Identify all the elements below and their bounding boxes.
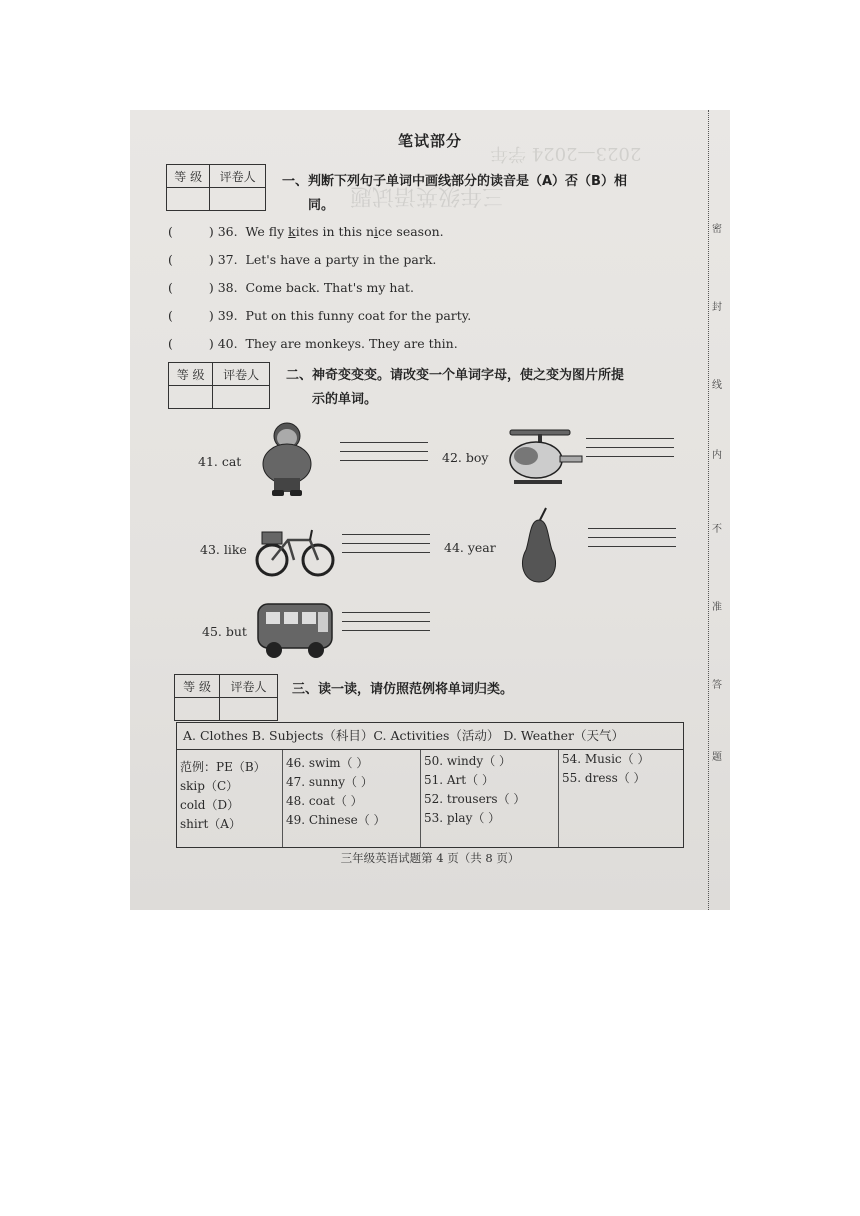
answer-lines-43[interactable] <box>342 534 430 564</box>
fat-man-icon <box>258 420 316 500</box>
grader-label: 评卷人 <box>220 675 278 698</box>
side-char: 线 <box>712 380 722 391</box>
question-40: ( ) 40. They are monkeys. They are thin. <box>168 336 458 351</box>
answer-lines-41[interactable] <box>340 442 428 472</box>
question-37: ( ) 37. Let's have a party in the park. <box>168 252 437 267</box>
side-char: 准 <box>712 602 722 613</box>
item-45-word: 45. but <box>202 624 247 639</box>
grade-box <box>174 674 278 721</box>
side-char: 内 <box>712 450 722 461</box>
item-42-word: 42. boy <box>442 450 489 465</box>
grader-label: 评卷人 <box>213 363 270 386</box>
column-50-53: 50. windy（ ） 51. Art（ ） 52. trousers（ ） 53. play（ ） <box>421 750 559 847</box>
side-char: 封 <box>712 302 722 313</box>
section1-heading: 一、判断下列句子单词中画线部分的读音是（A）否（B）相 同。 <box>282 174 627 213</box>
question-39: ( ) 39. Put on this funny coat for the party. <box>168 308 472 323</box>
grade-label: 等 级 <box>167 165 210 188</box>
bus-icon <box>256 598 336 660</box>
example-column: 范例：PE（B） skip（C） cold（D） shirt（A） <box>177 750 283 847</box>
question-38: ( ) 38. Come back. That's my hat. <box>168 280 414 295</box>
bleed-through-text: 三年级英语试题 <box>350 183 505 208</box>
page-title: 笔试部分 <box>397 132 462 150</box>
category-list: A. Clothes B. Subjects（科目）C. Activities（活动） D. Weather（天气） <box>177 723 683 750</box>
column-46-49: 46. swim（ ） 47. sunny（ ） 48. coat（ ） 49. Chinese（ ） <box>283 750 421 847</box>
answer-lines-42[interactable] <box>586 438 674 468</box>
column-54-55: 54. Music（ ） 55. dress（ ） <box>562 752 650 785</box>
grade-label: 等 级 <box>175 675 220 698</box>
answer-lines-44[interactable] <box>588 528 676 558</box>
classification-table <box>176 722 684 848</box>
item-44-word: 44. year <box>444 540 496 555</box>
bicycle-icon <box>254 522 336 578</box>
exam-page <box>130 110 730 910</box>
section3-heading: 三、读一读，请仿照范例将单词归类。 <box>292 682 514 697</box>
bleed-through-text: 2023—2024 学年 <box>490 143 642 164</box>
answer-lines-45[interactable] <box>342 612 430 642</box>
side-char: 题 <box>712 752 722 763</box>
page-footer: 三年级英语试题第 4 页（共 8 页） <box>340 851 520 865</box>
side-char: 不 <box>712 524 722 535</box>
grade-label: 等 级 <box>169 363 213 386</box>
pear-icon <box>512 506 566 584</box>
grade-box <box>168 362 270 409</box>
item-43-word: 43. like <box>200 542 247 557</box>
binding-line <box>708 110 711 910</box>
section2-heading: 二、神奇变变变。请改变一个单词字母，使之变为图片所提 示的单词。 <box>286 368 625 407</box>
question-36: ( ) 36. We fly kites in this nice season. <box>168 224 444 239</box>
side-char: 答 <box>712 680 722 691</box>
side-char: 密 <box>712 224 722 235</box>
toy-helicopter-icon <box>500 426 588 488</box>
grader-label: 评卷人 <box>210 165 266 188</box>
grade-box <box>166 164 266 211</box>
item-41-word: 41. cat <box>198 454 242 469</box>
